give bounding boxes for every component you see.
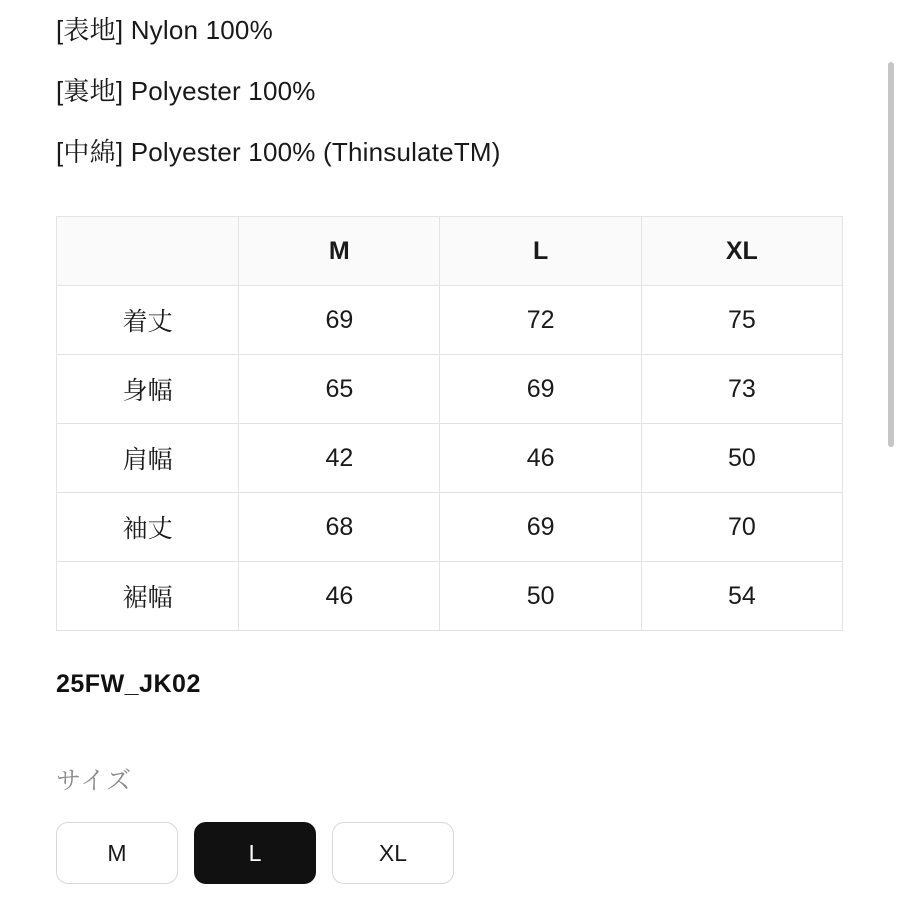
table-row: [57, 424, 843, 493]
material-label: [表地]: [56, 15, 124, 45]
table-cell: 70: [641, 493, 842, 562]
size-chart-table: [56, 216, 843, 631]
size-option-m[interactable]: M: [56, 822, 178, 884]
size-option-list: [56, 822, 900, 884]
size-chart-head: [57, 217, 843, 286]
table-cell: 69: [440, 355, 641, 424]
size-option-xl[interactable]: XL: [332, 822, 454, 884]
table-cell: 50: [641, 424, 842, 493]
table-header-row: [57, 217, 843, 286]
table-row-header: 肩幅: [57, 424, 239, 493]
size-chart-body: [57, 286, 843, 631]
table-cell: 72: [440, 286, 641, 355]
table-row: [57, 562, 843, 631]
table-corner-cell: [57, 217, 239, 286]
material-line: [56, 61, 900, 122]
product-code: 25FW_JK02: [56, 670, 201, 698]
table-cell: 46: [239, 562, 440, 631]
table-cell: 69: [440, 493, 641, 562]
scrollbar-track[interactable]: [891, 0, 897, 900]
table-cell: 75: [641, 286, 842, 355]
material-line: [56, 122, 900, 183]
table-cell: 46: [440, 424, 641, 493]
table-cell: 68: [239, 493, 440, 562]
material-value: Polyester 100% (ThinsulateTM): [130, 137, 501, 167]
table-row-header: 着丈: [57, 286, 239, 355]
table-cell: 69: [239, 286, 440, 355]
size-chart: [56, 216, 843, 631]
table-row: [57, 355, 843, 424]
table-row-header: 裾幅: [57, 562, 239, 631]
material-label: [中綿]: [56, 137, 124, 167]
material-label: [裏地]: [56, 76, 124, 106]
table-column-header: XL: [641, 217, 842, 286]
scrollbar-thumb[interactable]: [888, 62, 894, 447]
material-value: Polyester 100%: [130, 76, 316, 106]
material-value: Nylon 100%: [130, 15, 273, 45]
table-row-header: 身幅: [57, 355, 239, 424]
table-cell: 73: [641, 355, 842, 424]
table-row: [57, 286, 843, 355]
table-cell: 65: [239, 355, 440, 424]
size-selector-label: サイズ: [56, 767, 133, 795]
table-column-header: L: [440, 217, 641, 286]
table-cell: 54: [641, 562, 842, 631]
material-line: [56, 0, 900, 61]
size-option-l[interactable]: L: [194, 822, 316, 884]
table-column-header: M: [239, 217, 440, 286]
table-cell: 50: [440, 562, 641, 631]
table-row: [57, 493, 843, 562]
table-row-header: 袖丈: [57, 493, 239, 562]
size-selector-section: [56, 761, 900, 884]
table-cell: 42: [239, 424, 440, 493]
material-composition-list: [0, 0, 900, 183]
